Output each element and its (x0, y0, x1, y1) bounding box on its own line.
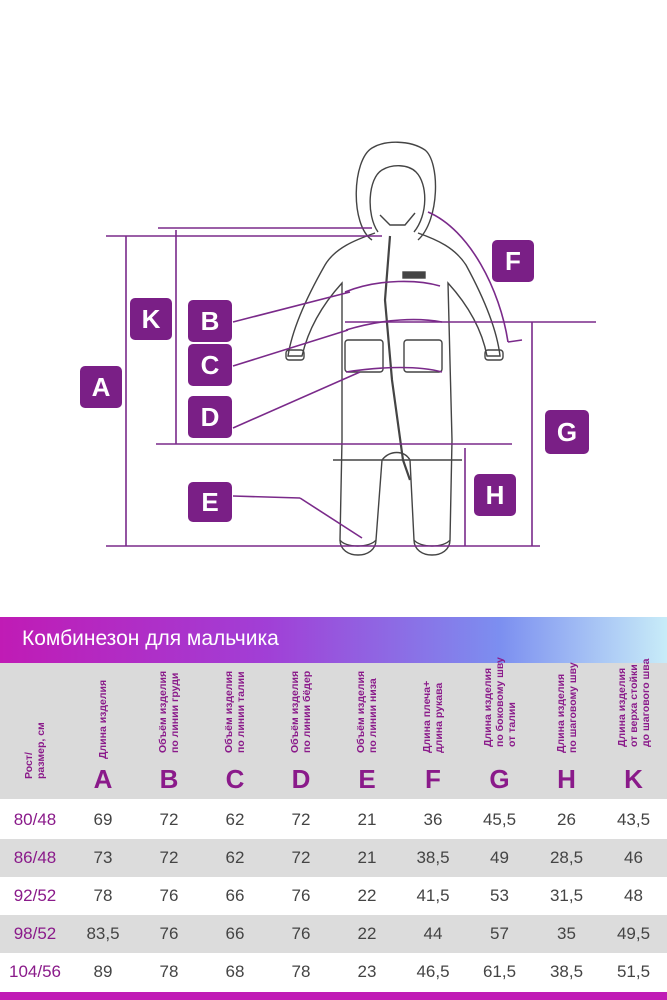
badge-e-label: E (201, 487, 219, 517)
column-header-letter: H (557, 764, 576, 794)
table-cell: 46 (600, 839, 667, 877)
table-cell: 78 (70, 877, 136, 915)
size-cell: 98/52 (0, 915, 70, 953)
badge-h (474, 474, 516, 516)
column-header (334, 663, 400, 800)
table-row (0, 839, 667, 877)
badge-g (545, 410, 589, 454)
column-header-letter (0, 795, 70, 799)
badge-d (188, 396, 232, 438)
badge-a-label: A (91, 372, 111, 402)
table-cell: 44 (400, 915, 466, 953)
table-cell: 38,5 (533, 953, 600, 991)
table-cell: 41,5 (400, 877, 466, 915)
measurement-badges (80, 240, 589, 522)
badge-f-label: F (505, 246, 521, 276)
column-header (533, 663, 600, 800)
size-cell: 92/52 (0, 877, 70, 915)
badge-d-label: D (200, 402, 220, 432)
table-cell: 66 (202, 877, 268, 915)
table-cell: 83,5 (70, 915, 136, 953)
table-cell: 68 (202, 953, 268, 991)
column-header-label: Рост/ размер, см (23, 722, 47, 779)
table-cell: 76 (136, 915, 202, 953)
badge-c (188, 344, 232, 386)
badge-k-label: K (141, 304, 161, 334)
table-cell: 31,5 (533, 877, 600, 915)
column-header-label: Длина изделия (97, 679, 109, 759)
badge-h-label: H (485, 480, 505, 510)
table-cell: 36 (400, 800, 466, 839)
size-cell: 86/48 (0, 839, 70, 877)
column-header-label: Длина изделия по боковому шву от талии (481, 657, 518, 747)
column-header (202, 663, 268, 800)
column-header-letter: G (489, 764, 510, 794)
table-cell: 62 (202, 800, 268, 839)
column-header-letter: B (159, 764, 179, 794)
page-title: Комбинезон для мальчика (22, 627, 279, 650)
column-header-letter: F (425, 764, 441, 794)
badge-e (188, 482, 232, 522)
column-header-letter: K (624, 764, 643, 794)
table-cell: 62 (202, 839, 268, 877)
table-cell: 51,5 (600, 953, 667, 991)
column-header (600, 658, 667, 800)
table-cell: 23 (334, 953, 400, 991)
table-cell: 89 (70, 953, 136, 991)
badge-c-label: C (200, 350, 220, 380)
column-header (0, 663, 70, 800)
table-cell: 48 (600, 877, 667, 915)
table-cell: 46,5 (400, 953, 466, 991)
column-header-letter: C (225, 764, 245, 794)
table-row (0, 800, 667, 839)
column-header (268, 663, 334, 800)
column-header-label: Объём изделия по линии бёдер (289, 670, 313, 753)
table-cell: 76 (268, 877, 334, 915)
table-cell: 21 (334, 800, 400, 839)
table-cell: 45,5 (466, 800, 533, 839)
table-cell: 28,5 (533, 839, 600, 877)
column-header (466, 657, 533, 800)
table-cell: 57 (466, 915, 533, 953)
table-cell: 61,5 (466, 953, 533, 991)
table-cell: 21 (334, 839, 400, 877)
table-cell: 66 (202, 915, 268, 953)
table-cell: 43,5 (600, 800, 667, 839)
table-cell: 72 (136, 800, 202, 839)
size-cell: 80/48 (0, 800, 70, 839)
column-header (70, 663, 136, 800)
table-cell: 78 (136, 953, 202, 991)
badge-b-label: B (200, 306, 220, 336)
badge-k (130, 298, 172, 340)
table-cell: 78 (268, 953, 334, 991)
table-cell: 53 (466, 877, 533, 915)
size-table (0, 657, 667, 991)
size-cell: 104/56 (0, 953, 70, 991)
table-row (0, 915, 667, 953)
column-header-label: Длина изделия по шаговому шву (554, 662, 579, 753)
table-cell: 73 (70, 839, 136, 877)
table-cell: 35 (533, 915, 600, 953)
table-cell: 76 (136, 877, 202, 915)
table-header-row (0, 663, 667, 800)
table-cell: 72 (136, 839, 202, 877)
column-header-letter: D (291, 764, 311, 794)
table-cell: 26 (533, 800, 600, 839)
table-cell: 22 (334, 877, 400, 915)
column-header (136, 663, 202, 800)
badge-a (80, 366, 122, 408)
column-header-label: Объём изделия по линии талии (223, 670, 247, 753)
table-cell: 72 (268, 839, 334, 877)
column-header-label: Длина плеча+ длина рукава (421, 680, 445, 753)
table-cell: 72 (268, 800, 334, 839)
table-row (0, 877, 667, 915)
table-cell: 49,5 (600, 915, 667, 953)
column-header-label: Объём изделия по линии груди (157, 670, 181, 753)
table-cell: 69 (70, 800, 136, 839)
table-row (0, 953, 667, 991)
badge-g-label: G (556, 417, 578, 447)
column-header-label: Длина изделия от верха стойки до шагового шва (615, 658, 652, 747)
column-header (400, 663, 466, 800)
column-header-letter: A (93, 764, 113, 794)
bottom-accent-bar (0, 992, 667, 1000)
jumpsuit-outline (286, 142, 503, 555)
table-cell: 49 (466, 839, 533, 877)
badge-f (492, 240, 534, 282)
table-cell: 22 (334, 915, 400, 953)
column-header-letter: E (358, 764, 376, 794)
badge-b (188, 300, 232, 342)
table-cell: 76 (268, 915, 334, 953)
table-cell: 38,5 (400, 839, 466, 877)
column-header-label: Объём изделия по линии низа (355, 670, 379, 753)
